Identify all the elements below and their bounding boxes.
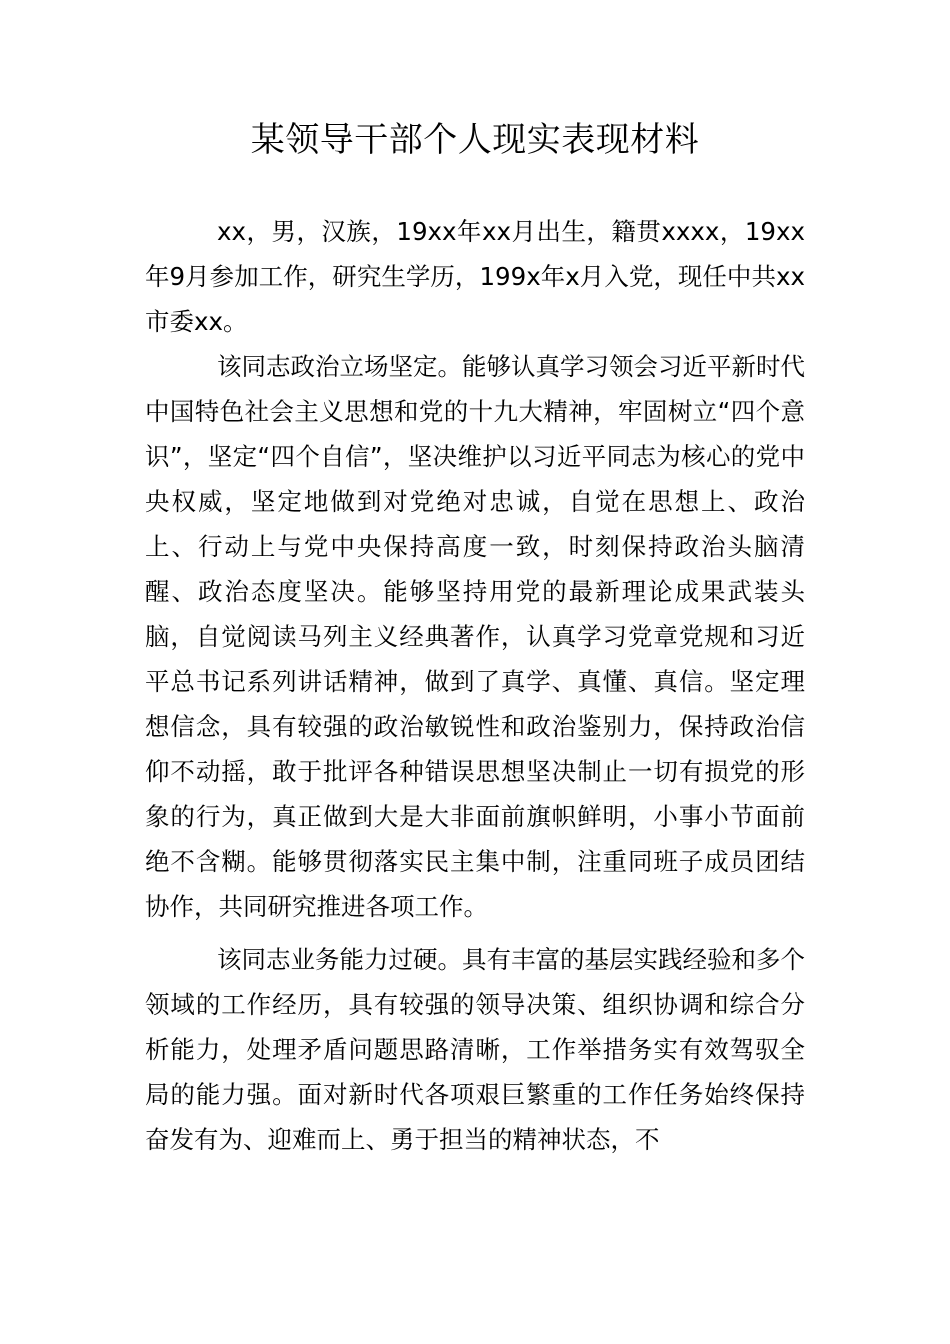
paragraph-personal-info: xx，男，汉族，19xx年xx月出生，籍贯xxxx，19xx年9月参加工作，研究生学历，199x年x月入党，现任中共xx市委xx。: [145, 217, 805, 336]
paragraph-work-ability: 该同志业务能力过硬。具有丰富的基层实践经验和多个领域的工作经历，具有较强的领导决策、组织协调和综合分析能力，处理矛盾问题思路清晰，工作举措务实有效驾驭全局的能力强。面对新时代各项艰巨繁重的工作任务始终保持奋发有为、迎难而上、勇于担当的精神状态，不: [145, 945, 805, 1154]
document-body: [145, 209, 805, 1162]
document-title: 某领导干部个人现实表现材料: [250, 120, 700, 160]
paragraph-political-stance: 该同志政治立场坚定。能够认真学习领会习近平新时代中国特色社会主义思想和党的十九大精神，牢固树立“四个意识”，坚定“四个自信”，坚决维护以习近平同志为核心的党中央权威，坚定地做到对党绝对忠诚，自觉在思想上、政治上、行动上与党中央保持高度一致，时刻保持政治头脑清醒、政治态度坚决。能够坚持用党的最新理论成果武装头脑，自觉阅读马列主义经典著作，认真学习党章党规和习近平总书记系列讲话精神，做到了真学、真懂、真信。坚定理想信念，具有较强的政治敏锐性和政治鉴别力，保持政治信仰不动摇，敢于批评各种错误思想坚决制止一切有损党的形象的行为，真正做到大是大非面前旗帜鲜明，小事小节面前绝不含糊。能够贯彻落实民主集中制，注重同班子成员团结协作，共同研究推进各项工作。: [145, 352, 805, 921]
